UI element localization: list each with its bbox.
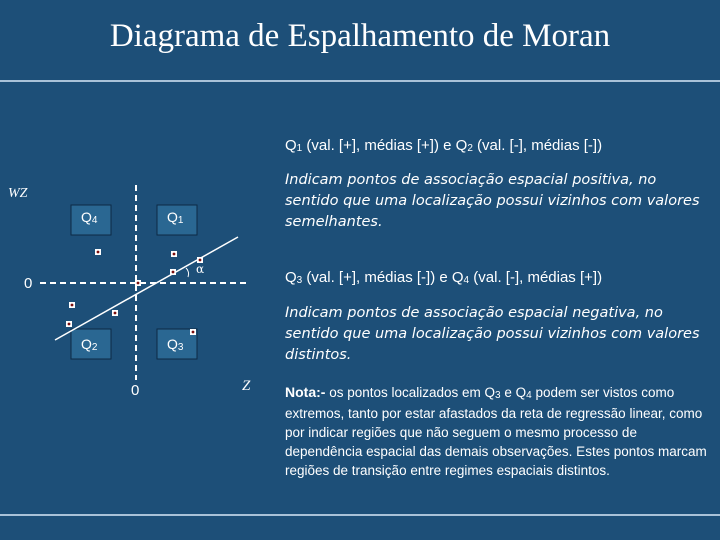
moran-scatter-diagram bbox=[0, 165, 285, 405]
q4-label: $Q_4$ bbox=[81, 209, 98, 226]
positive-association-heading: $Q_1$ (val. [+], médias [+]) e $Q_2$ (val. [-], médias [-]) bbox=[285, 137, 603, 154]
negative-association-heading: $Q_3$ (val. [+], médias [-]) e $Q_4$ (val. [-], médias [+]) bbox=[285, 269, 603, 286]
data-point bbox=[135, 280, 141, 286]
positive-association-description: Indicam pontos de associação espacial positiva, no sentido que uma localização possui vizinhos com valores semelhantes. bbox=[285, 172, 700, 230]
q2-label: $Q_2$ bbox=[81, 336, 98, 353]
x-axis-label: Z bbox=[242, 378, 251, 394]
regression-line bbox=[55, 237, 238, 340]
alpha-label: α bbox=[196, 262, 205, 276]
alpha-arc bbox=[186, 268, 189, 277]
note-paragraph: Nota:- os pontos localizados em $Q_3$ e $Q_4$ podem ser vistos como extremos, tanto por estar afastados da reta de regressão linear, como por indicar regiões que não seguem o mesmo processo de dependência espacial das demais observações. Estes pontos marcam regiões de transição entre regimes espaciais distintos. bbox=[285, 384, 707, 478]
q1-label: $Q_1$ bbox=[167, 209, 184, 226]
footer-divider bbox=[0, 514, 720, 516]
x-zero-label: 0 bbox=[131, 382, 140, 399]
page-title: Diagrama de Espalhamento de Moran bbox=[109, 18, 611, 54]
y-axis-label: WZ bbox=[8, 186, 28, 201]
negative-association-description: Indicam pontos de associação espacial negativa, no sentido que uma localização possui vizinhos com valores distintos. bbox=[285, 305, 700, 363]
data-point bbox=[171, 251, 177, 257]
data-point bbox=[95, 249, 101, 255]
data-point bbox=[66, 321, 72, 327]
data-point bbox=[69, 302, 75, 308]
data-point bbox=[190, 329, 196, 335]
q3-label: $Q_3$ bbox=[167, 336, 184, 353]
data-point bbox=[112, 310, 118, 316]
title-divider bbox=[0, 80, 720, 82]
y-zero-label: 0 bbox=[24, 275, 33, 292]
data-point bbox=[170, 269, 176, 275]
